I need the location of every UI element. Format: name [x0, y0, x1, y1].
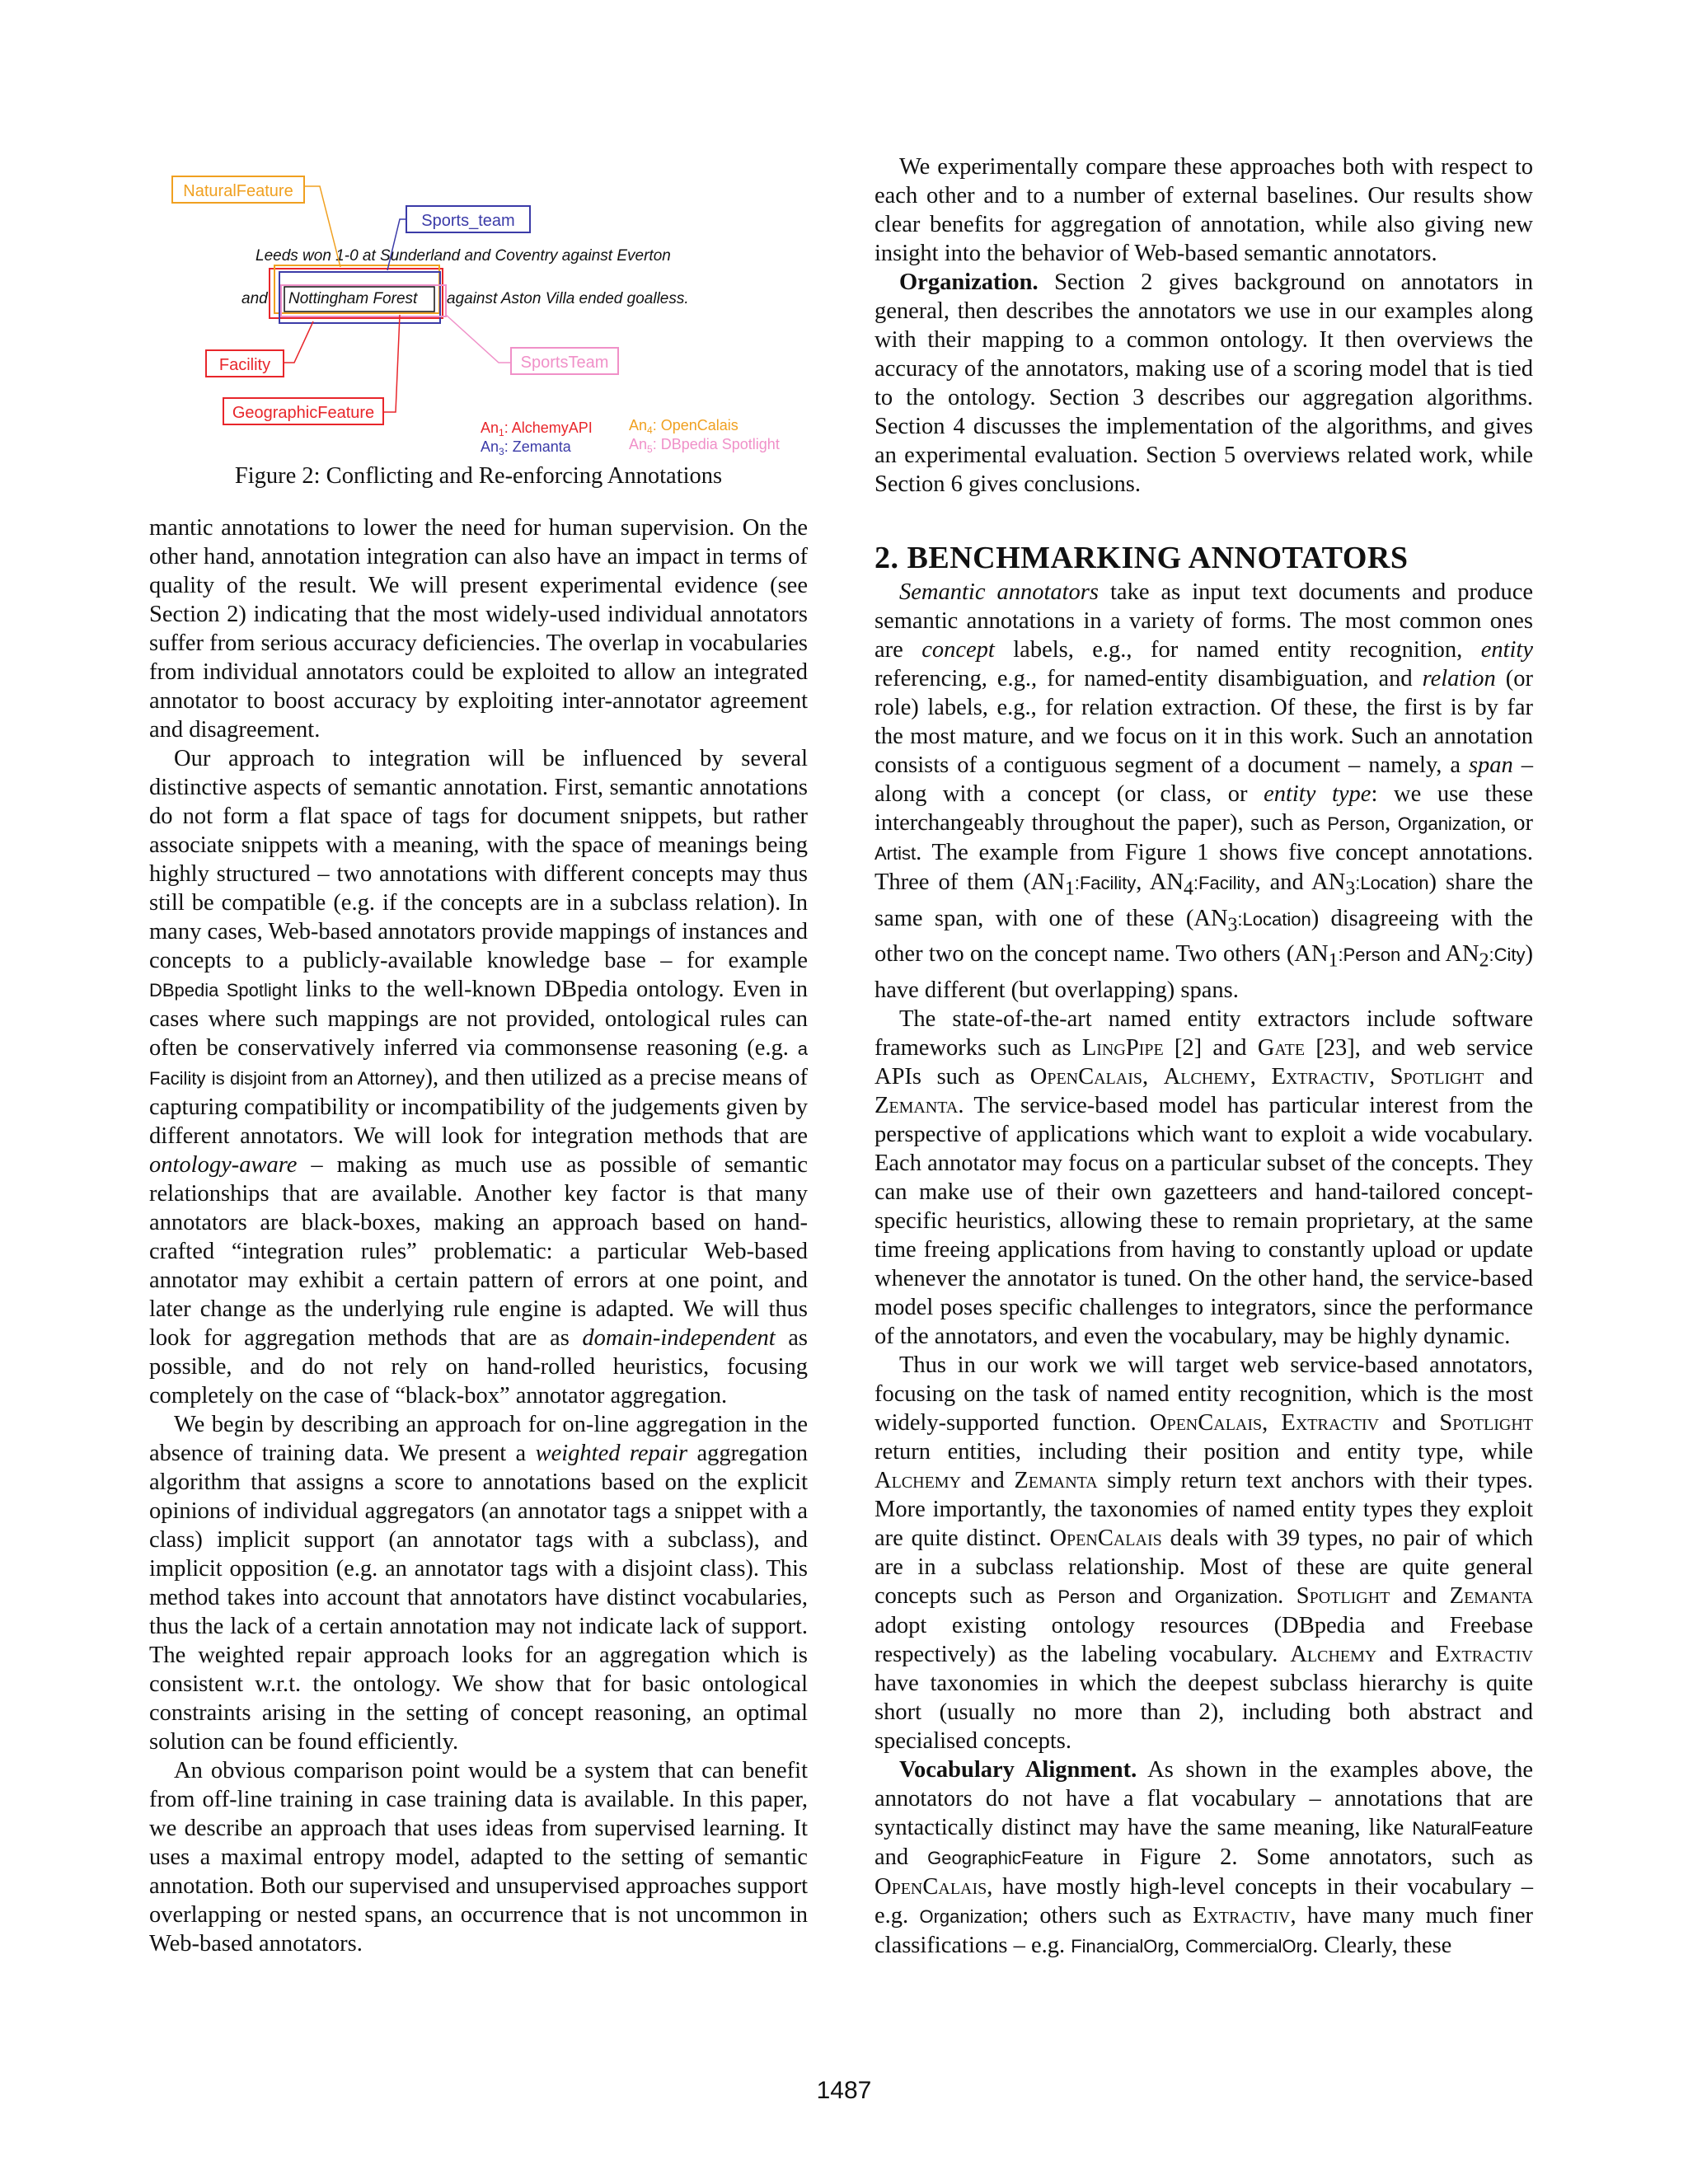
annotation-diagram — [161, 165, 804, 462]
geographic-feature-label: GeographicFeature — [232, 404, 375, 422]
left-paragraph-1: mantic annotations to lower the need for human supervision. On the other hand, annotation integration can also have an impact in terms of quality of the result. We will present experimental evidence (see Section 2) indicating that the most widely-used individual annotators suffer from serious accuracy deficiencies. The overlap in vocabularies from individual annotators could be exploited to allow an integrated annotator to boost accuracy by exploiting inter-annotator agreement and disagreement. — [149, 515, 808, 743]
legend-an5: $An_5$: DBpedia Spotlight — [629, 436, 780, 455]
right-column — [874, 152, 1533, 1961]
sentence-rest: against Aston Villa ended goalless. — [447, 290, 689, 307]
right-paragraph-5: Thus in our work we will target web service-based annotators, focusing on the task of named entity recognition, which is the most widely-supported function. OpenCalais, Extractiv and Spotlight return entities, including their position and entity type, while Alchemy and Zemanta simply return text anchors with their types. More importantly, the taxonomies of named entity types they exploit are quite distinct. OpenCalais deals with 39 types, no pair of which are in a subclass relationship. Most of these are quite general concepts such as Person and Organization. Spotlight and Zemanta adopt existing ontology resources (DBpedia and Freebase respectively) as the labeling vocabulary. Alchemy and Extractiv have taxonomies in which the deepest subclass hierarchy is quite short (usually no more than 2), including both abstract and specialised concepts. — [874, 1352, 1534, 1755]
left-paragraph-3: We begin by describing an approach for on-line aggregation in the absence of training data. We present a weighted repair aggregation algorithm that assigns a score to annotations based on the explicit opinions of individual aggregators (an annotator tags a snippet with a class) implicit support (an annotator tags with a subclass), and implicit opposition (e.g. an annotator tags with a disjoint class). This method takes into account that annotators have distinct vocabularies, thus the lack of a certain annotation may not indicate lack of support. The weighted repair approach looks for an aggregation which is consistent w.r.t. the ontology. We show that for basic ontological constraints arising in the setting of concept reasoning, an optimal solution can be found efficiently. — [149, 1412, 808, 1755]
sentence-and: and — [241, 290, 268, 307]
right-paragraph-1: We experimentally compare these approaches both with respect to each other and to a number of external baselines. Our results show clear benefits for aggregation of annotation, while also giving new insight into the behavior of Web-based semantic annotators. — [874, 154, 1533, 266]
right-paragraph-3: Semantic annotators take as input text documents and produce semantic annotations in a variety of forms. The most common ones are concept labels, e.g., for named entity recognition, entity referencing, e.g., for named-entity disambiguation, and relation (or role) labels, e.g., for relation extraction. Of these, the first is by far the most mature, and we focus on it in this work. Such an annotation consists of a contiguous segment of a document – namely, a span – along with a concept (or class, or entity type: we use these interchangeably throughout the paper), such as Person, Organization, or Artist. The example from Figure 1 shows five concept annotations. Three of them ($AN_1:Facility$, $AN_4:Facility$, and $AN_3:Location$) share the same span, with one of these $(AN_3:Location)$ disagreeing with the other two on the concept name. Two others ($AN_1:Person$ and $AN_2:City$) have different (but overlapping) spans. — [874, 579, 1533, 1004]
left-paragraph-4: An obvious comparison point would be a system that can benefit from off-line training in case training data is available. In this paper, we describe an approach that uses ideas from supervised learning. It uses a maximal entropy model, adapted to the setting of semantic annotation. Both our supervised and unsupervised approaches support overlapping or nested spans, an occurrence that is not uncommon in Web-based annotators. — [149, 1758, 808, 1957]
left-column — [149, 513, 808, 1958]
connector-facility — [284, 321, 313, 363]
figure-2 — [161, 165, 804, 462]
facility-label: Facility — [218, 356, 271, 374]
sports-team-an5-label: SportsTeam — [520, 354, 609, 372]
legend-an3: $An_3$: Zemanta — [481, 438, 571, 457]
connector-geographic-feature — [383, 315, 400, 412]
sentence-line-1: Leeds won 1-0 at Sunderland and Coventry against Everton — [256, 247, 671, 265]
dbpedia-spotlight-term: DBpedia Spotlight — [149, 980, 298, 1001]
figure-caption: Figure 2: Conflicting and Re-enforcing Annotations — [234, 463, 723, 489]
section-heading: 2. BENCHMARKING ANNOTATORS — [874, 541, 1409, 575]
sports-team-an3-label: Sports_team — [421, 212, 515, 230]
right-paragraph-4: The state-of-the-art named entity extractors include software frameworks such as LingPipe [2] and Gate [23], and web service APIs such as OpenCalais, Alchemy, Extractiv, Spotlight and Zemanta. The service-based model has particular interest from the perspective of applications which want to exploit a wide vocabulary. Each annotator may focus on a particular subset of the concepts. They can make use of their own gazetteers and hand-tailored concept-specific heuristics, allowing these to remain proprietary, at the same time freeing applications from having to constantly upload or update whenever the annotator is tuned. On the other hand, the service-based model poses specific challenges to integrators, since the performance of the annotators, and even the vocabulary, may be highly dynamic. — [874, 1006, 1534, 1350]
right-paragraph-vocabulary-alignment: Vocabulary Alignment. As shown in the examples above, the annotators do not have a flat vocabulary – annotations that are syntactically distinct may have the same meaning, like NaturalFeature and GeographicFeature in Figure 2. Some annotators, such as OpenCalais, have mostly high-level concepts in their vocabulary – e.g. Organization; others such as Extractiv, have many much finer classifications – e.g. FinancialOrg, CommercialOrg. Clearly, these — [874, 1757, 1533, 1959]
legend-an1: $An_1$: AlchemyAPI — [481, 419, 593, 438]
natural-feature-label: NaturalFeature — [183, 182, 293, 200]
legend-an4: $An_4$: OpenCalais — [629, 417, 738, 436]
right-paragraph-organization: Organization. Section 2 gives background on annotators in general, then describes the annotators we use in our examples along with their mapping to a common ontology. It then overviews the accuracy of the annotators, making use of a scoring model that is tied to the ontology. Section 3 describes our aggregation algorithms. Section 4 discusses the implementation of the algorithms, and gives an experimental evaluation. Section 5 overviews related work, while Section 6 gives conclusions. — [874, 269, 1533, 497]
connector-sports-team-an5 — [446, 315, 511, 363]
page-number: 1487 — [816, 2077, 872, 2104]
sentence-entity: Nottingham Forest — [288, 290, 418, 307]
left-paragraph-2: Our approach to integration will be influenced by several distinctive aspects of semantic annotation. First, semantic annotations do not form a flat space of tags for document snippets, but rather associate snippets with a meaning, with the space of meanings being highly structured – two annotations with different concepts may thus still be compatible (e.g. if the concepts are in a subclass relation). In many cases, Web-based annotators provide mappings of instances and concepts to a publicly-available knowledge base – for example DBpedia Spotlight links to the well-known DBpedia ontology. Even in cases where such mappings are not provided, ontological rules can often be conservatively inferred via commonsense reasoning (e.g. a Facility is disjoint from an Attorney), and then utilized as a precise means of capturing compatibility or incompatibility of the judgements given by different annotators. We will look for integration methods that are ontology-aware – making as much use as possible of semantic relationships that are available. Another key factor is that many annotators are black-boxes, making an approach based on hand-crafted “integration rules” problematic: a particular Web-based annotator may exhibit a certain pattern of errors at one point, and later change as the underlying rule engine is adapted. We will thus look for aggregation methods that are as domain-independent as possible, and do not rely on hand-rolled heuristics, focusing completely on the case of “black-box” annotator aggregation. — [149, 746, 809, 1408]
